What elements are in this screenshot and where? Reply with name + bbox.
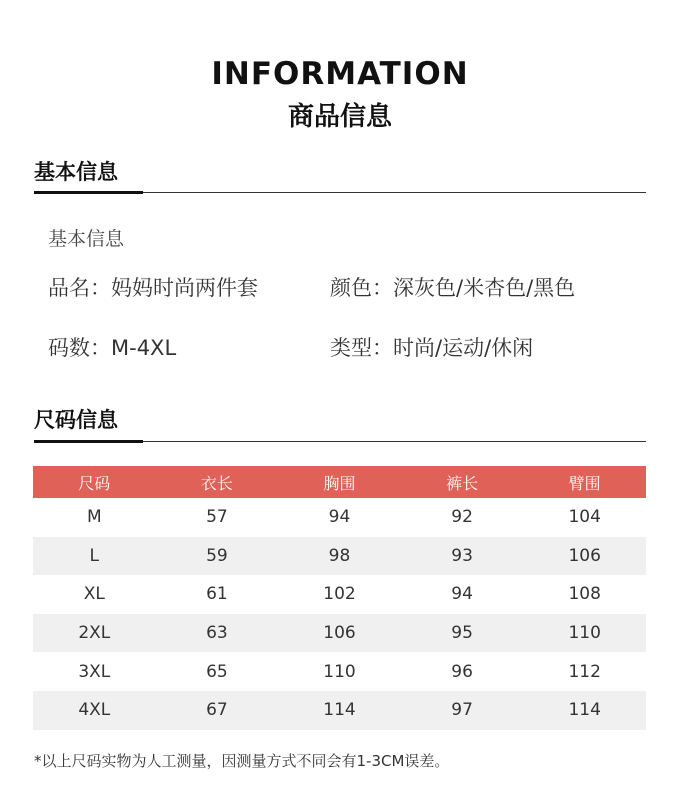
basic-info-subtitle: 基本信息	[48, 228, 125, 250]
column-header-size: 尺码	[33, 466, 156, 498]
table-row	[33, 691, 646, 730]
table-cell: 112	[568, 661, 601, 682]
size-table-header-row	[33, 466, 646, 498]
table-cell: 67	[156, 691, 279, 730]
type-field: 类型：时尚/运动/休闲	[330, 336, 534, 360]
column-header-pants-length: 裤长	[401, 466, 524, 498]
table-cell: 98	[278, 537, 401, 576]
column-header-chest: 胸围	[278, 466, 401, 498]
table-cell: 94	[328, 507, 351, 528]
size-info-underline-accent	[34, 440, 143, 443]
table-cell: 97	[401, 691, 524, 730]
column-header-arm: 臂围	[523, 466, 646, 498]
table-cell: XL	[83, 584, 105, 605]
table-cell: 2XL	[33, 614, 156, 653]
table-cell: 3XL	[78, 661, 111, 682]
table-cell: 93	[401, 537, 524, 576]
table-cell: 63	[156, 614, 279, 653]
table-cell: 114	[523, 691, 646, 730]
basic-info-underline-accent	[34, 191, 143, 194]
table-cell: 94	[451, 584, 473, 605]
header-title-cn: 商品信息	[287, 102, 392, 132]
table-cell: 95	[401, 614, 524, 653]
size-table	[33, 466, 646, 730]
table-cell: 102	[323, 584, 356, 605]
table-cell: 61	[206, 584, 228, 605]
table-cell: 106	[278, 614, 401, 653]
table-cell: 114	[278, 691, 401, 730]
table-cell: 92	[451, 507, 473, 528]
table-cell: M	[86, 507, 102, 528]
table-cell: L	[33, 537, 156, 576]
table-row	[33, 652, 646, 691]
color-field: 颜色：深灰色/米杏色/黑色	[330, 276, 576, 300]
table-row	[33, 614, 646, 653]
table-cell: 108	[568, 584, 601, 605]
table-cell: 57	[206, 507, 228, 528]
header-title-en: INFORMATION	[211, 56, 469, 92]
table-cell: 110	[523, 614, 646, 653]
table-cell: 106	[523, 537, 646, 576]
table-cell: 104	[568, 507, 601, 528]
table-cell: 59	[156, 537, 279, 576]
table-cell: 65	[206, 661, 228, 682]
sizes-field: 码数：M-4XL	[48, 336, 177, 360]
table-cell: 110	[323, 661, 356, 682]
table-row	[33, 498, 646, 537]
product-name-field: 品名：妈妈时尚两件套	[48, 276, 258, 300]
table-row	[33, 575, 646, 614]
table-cell: 4XL	[33, 691, 156, 730]
column-header-length: 衣长	[156, 466, 279, 498]
basic-info-section-title: 基本信息	[34, 160, 118, 184]
size-info-section-title: 尺码信息	[34, 408, 118, 432]
table-row	[33, 537, 646, 576]
table-cell: 96	[451, 661, 473, 682]
measurement-note: *以上尺码实物为人工测量，因测量方式不同会有1-3CM误差。	[34, 752, 450, 770]
